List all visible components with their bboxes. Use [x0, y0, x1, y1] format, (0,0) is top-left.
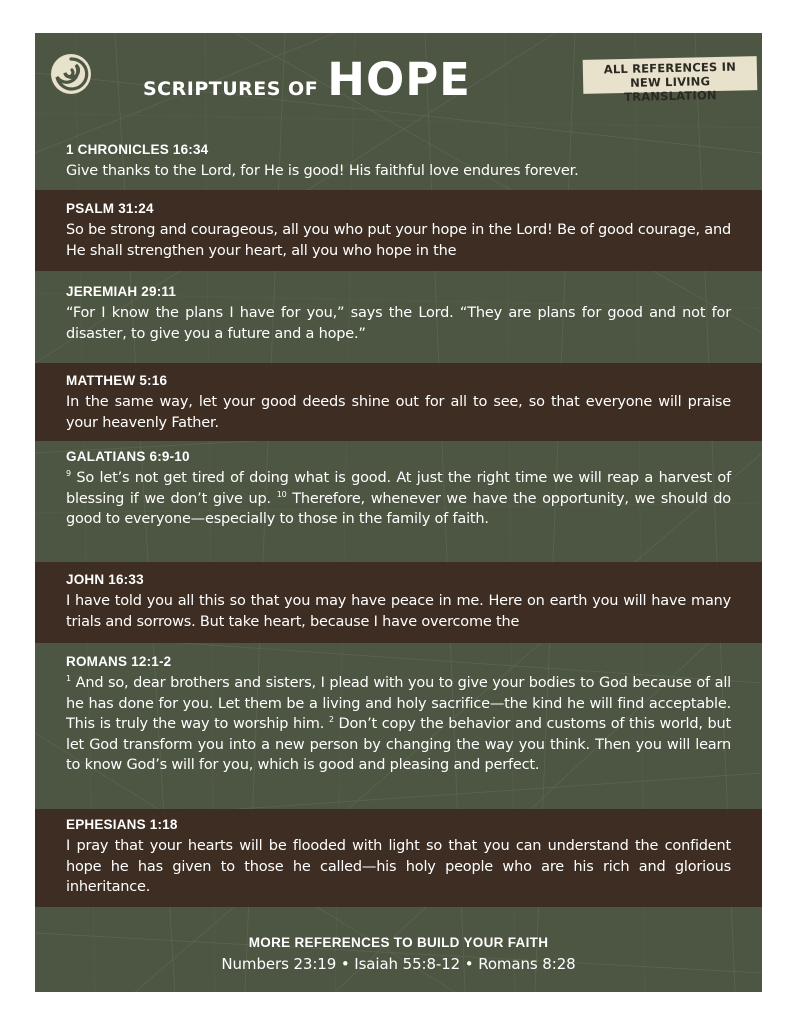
verse-text: In the same way, let your good deeds shine out for all to see, so that everyone will praise your heavenly Father. — [66, 394, 731, 431]
verse-text — [66, 673, 731, 776]
scripture-sheet — [35, 33, 762, 992]
verse-block — [35, 363, 762, 441]
swirl-logo-icon — [50, 53, 92, 95]
verse-reference: 1 CHRONICLES 16:34 — [66, 142, 209, 157]
verse-block — [35, 138, 762, 188]
verse-text-part: So let’s not get tired of doing what is good. At just the right time we will reap a harvest of blessing if we don’t give up. — [66, 470, 731, 507]
verse-text-part: Therefore, whenever we have the opportunity, we should do good to everyone—especially to those in the family of faith. — [66, 490, 731, 527]
verse-reference: JOHN 16:33 — [66, 572, 144, 587]
title-big: HOPE — [327, 53, 471, 106]
verse-block — [35, 562, 762, 643]
verse-text: I have told you all this so that you may have peace in me. Here on earth you will have many trials and sorrows. But take heart, because I have overcome the — [66, 593, 731, 630]
footer — [35, 935, 762, 973]
title-small: SCRIPTURES OF — [143, 78, 319, 100]
verse-number: 9 — [66, 469, 71, 479]
footer-title: MORE REFERENCES TO BUILD YOUR FAITH — [248, 935, 549, 950]
verse-text: Give thanks to the Lord, for He is good! His faithful love endures forever. — [66, 163, 579, 179]
verse-text: So be strong and courageous, all you who put your hope in the Lord! Be of good courage, and He shall strengthen your heart, all you who hope in the — [66, 222, 731, 259]
verse-number: 10 — [276, 489, 287, 499]
verse-text-part: Don’t copy the behavior and customs of this world, but let God transform you into a new person by changing the way you think. Then you will learn to know God’s will for you, which is good and pleasing and perfect. — [66, 716, 731, 773]
verse-text: I pray that your hearts will be flooded with light so that you can understand the confident hope he has given to those he called—his holy people who are his rich and glorious inheritance. — [66, 838, 731, 895]
tag-line-1: ALL REFERENCES IN — [603, 59, 737, 77]
verse-number: 1 — [66, 674, 71, 684]
verse-block — [35, 643, 762, 809]
tag-line-2: NEW LIVING TRANSLATION — [624, 74, 717, 104]
verse-block — [35, 271, 762, 363]
page-title — [143, 53, 471, 106]
verse-text: “For I know the plans I have for you,” says the Lord. “They are plans for good and not for disaster, to give you a future and a hope.” — [66, 305, 731, 342]
verse-number: 2 — [328, 715, 334, 725]
translation-tag — [583, 56, 758, 104]
verse-block — [35, 809, 762, 907]
verse-reference: EPHESIANS 1:18 — [66, 817, 178, 832]
verse-block — [35, 441, 762, 562]
verse-reference: GALATIANS 6:9-10 — [66, 449, 190, 464]
verse-reference: MATTHEW 5:16 — [66, 373, 168, 388]
verse-block — [35, 190, 762, 271]
verse-text — [66, 468, 731, 530]
footer-references: Numbers 23:19 • Isaiah 55:8-12 • Romans 8:28 — [221, 955, 576, 973]
verse-reference: ROMANS 12:1-2 — [66, 654, 172, 669]
verse-text-part: And so, dear brothers and sisters, I plead with you to give your bodies to God because of all he has done for you. Let them be a living and holy sacrifice—the kind he will find acceptable. This is truly the way to worship him. — [66, 675, 731, 732]
verse-reference: PSALM 31:24 — [66, 201, 154, 216]
verse-reference: JEREMIAH 29:11 — [66, 284, 177, 299]
